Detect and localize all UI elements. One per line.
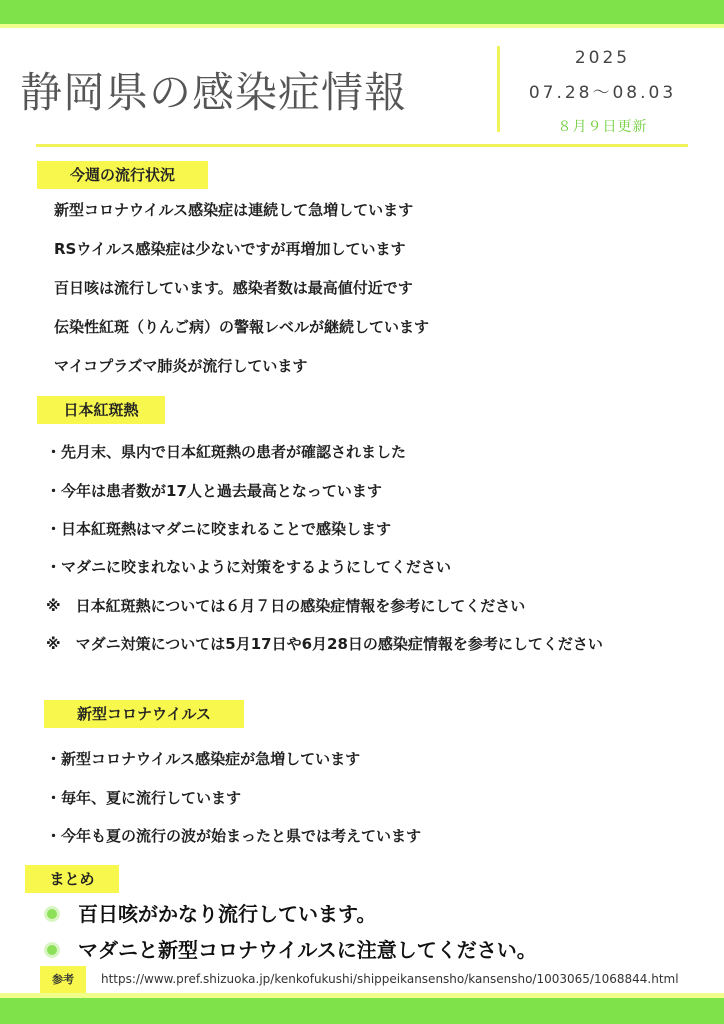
spotted-fever-item: ・日本紅斑熱はマダニに咬まれることで感染します	[46, 520, 392, 538]
weekly-item: 新型コロナウイルス感染症は連続して急増しています	[54, 201, 414, 219]
update-date: ８月９日更新	[557, 119, 648, 135]
header-vertical-divider	[497, 46, 500, 132]
summary-item	[44, 934, 537, 963]
report-period: 07.28～08.03	[528, 83, 677, 103]
weekly-item: マイコプラズマ肺炎が流行しています	[54, 357, 308, 375]
weekly-item: RSウイルス感染症は少ないですが再増加しています	[54, 240, 406, 258]
bottom-decoration-stripe	[0, 993, 724, 998]
page-title: 静岡県の感染症情報	[20, 68, 408, 117]
section-label-spotted-fever: 日本紅斑熱	[37, 396, 165, 424]
spotted-fever-item: ・今年は患者数が17人と過去最高となっています	[46, 482, 382, 500]
section-label-weekly: 今週の流行状況	[37, 161, 208, 189]
report-year: 2025	[574, 48, 631, 68]
bottom-decoration-bar	[0, 998, 724, 1024]
weekly-item: 百日咳は流行しています。感染者数は最高値付近です	[54, 279, 413, 297]
summary-item-text: マダニと新型コロナウイルスに注意してください。	[78, 938, 537, 962]
header-horizontal-divider	[36, 144, 688, 147]
weekly-item: 伝染性紅斑（りんご病）の警報レベルが継続しています	[54, 318, 430, 336]
section-label-summary: まとめ	[25, 865, 119, 893]
covid-item: ・今年も夏の流行の波が始まったと県では考えています	[46, 827, 422, 845]
spotted-fever-item: ・先月末、県内で日本紅斑熱の患者が確認されました	[46, 443, 407, 461]
top-decoration-bar	[0, 0, 724, 24]
summary-item-text: 百日咳がかなり流行しています。	[78, 902, 377, 926]
covid-item: ・毎年、夏に流行しています	[46, 789, 242, 807]
reference-link[interactable]: https://www.pref.shizuoka.jp/kenkofukushi/shippeikansensho/kansensho/1003065/1068844.html	[101, 972, 679, 986]
reference-label: 参考	[40, 966, 86, 994]
green-bullet-icon	[44, 942, 60, 958]
summary-item	[44, 898, 376, 927]
section-label-covid: 新型コロナウイルス	[44, 700, 244, 728]
spotted-fever-item: ・マダニに咬まれないように対策をするようにしてください	[46, 558, 452, 576]
spotted-fever-note: ※ マダニ対策については5月17日や6月28日の感染症情報を参考にしてください	[46, 635, 603, 653]
covid-item: ・新型コロナウイルス感染症が急増しています	[46, 750, 361, 768]
spotted-fever-note: ※ 日本紅斑熱については６月７日の感染症情報を参考にしてください	[46, 597, 526, 615]
green-bullet-icon	[44, 906, 60, 922]
top-decoration-stripe	[0, 24, 724, 28]
